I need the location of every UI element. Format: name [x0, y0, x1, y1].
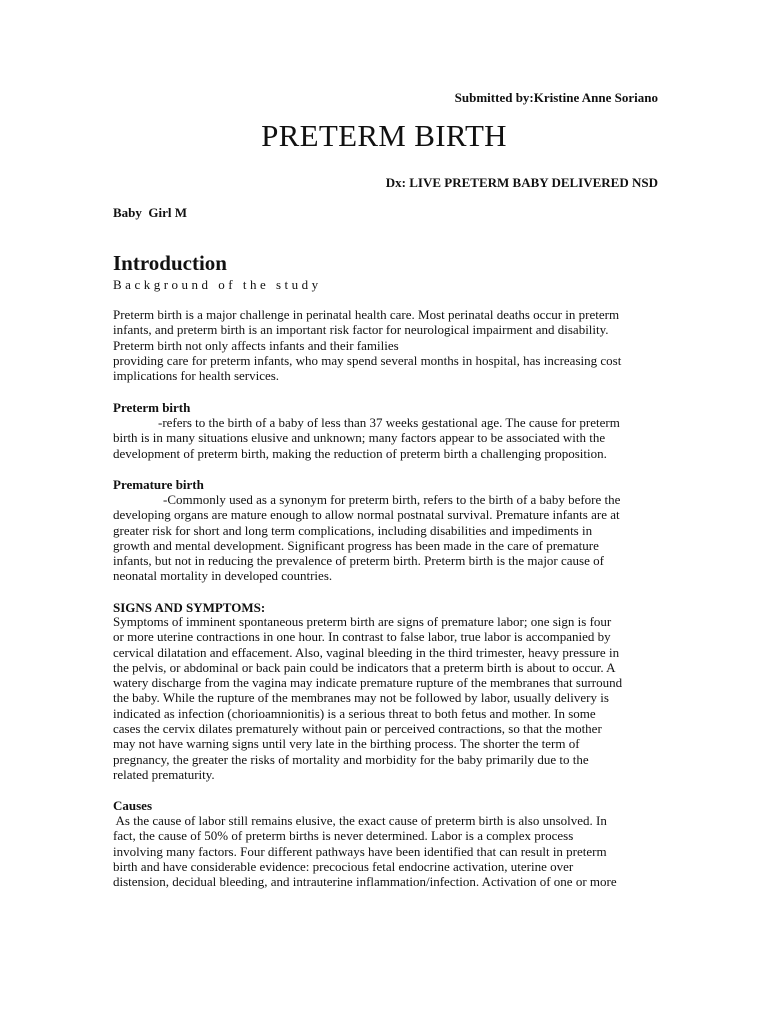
- paragraph-line: development of preterm birth, making the reduction of preterm birth a challenging proposition.: [113, 445, 607, 461]
- paragraph-line: fact, the cause of 50% of preterm births is never determined. Labor is a complex process: [113, 828, 574, 844]
- paragraph-line: Preterm birth is a major challenge in perinatal health care. Most perinatal deaths occur in preterm: [113, 307, 620, 322]
- signs-symptoms-heading: SIGNS AND SYMPTOMS:: [113, 600, 266, 615]
- paragraph-line: birth and have considerable evidence: precocious fetal endocrine activation, uterine over: [113, 858, 574, 874]
- paragraph-line: distension, decidual bleeding, and intrauterine inflammation/infection. Activation of one or more: [113, 874, 617, 890]
- premature-birth-paragraph: [113, 492, 653, 584]
- preterm-birth-paragraph: [113, 415, 653, 461]
- paragraph-line: growth and mental development. Significant progress has been made in the care of premature: [113, 537, 599, 553]
- paragraph-line: cervical dilatation and effacement. Also, vaginal bleeding in the third trimester, heavy pressure in: [113, 644, 620, 660]
- paragraph-line: greater risk for short and long term complications, including disabilities and impediments in: [113, 522, 593, 538]
- paragraph-line: Symptoms of imminent spontaneous preterm birth are signs of premature labor; one sign is four: [113, 614, 612, 629]
- paragraph-line: Preterm birth not only affects infants and their families: [113, 337, 399, 353]
- paragraph-line: the baby. While the rupture of the membranes may not be followed by labor, usually delivery is: [113, 690, 609, 706]
- paragraph-line: or more uterine contractions in one hour. In contrast to false labor, true labor is accompanied by: [113, 629, 611, 645]
- signs-symptoms-paragraph: [113, 614, 653, 782]
- paragraph-line: indicated as infection (chorioamnionitis) is a serious threat to both fetus and mother. In some: [113, 705, 596, 721]
- causes-heading: Causes: [113, 798, 153, 813]
- causes-paragraph: [113, 813, 653, 889]
- paragraph-line: developing organs are mature enough to allow normal postnatal survival. Premature infants are at: [113, 507, 620, 523]
- paragraph-line: birth is in many situations elusive and unknown; many factors appear to be associated with the: [113, 430, 606, 446]
- paragraph-line: involving many factors. Four different pathways have been identified that can result in preterm: [113, 843, 607, 859]
- submitted-by: Submitted by:Kristine Anne Soriano: [454, 90, 658, 105]
- introduction-paragraph: [113, 307, 653, 383]
- paragraph-line: infants, and preterm birth is an important risk factor for neurological impairment and disability.: [113, 322, 609, 338]
- paragraph-line: implications for health services.: [113, 368, 280, 384]
- paragraph-line: providing care for preterm infants, who may spend several months in hospital, has increasing cost: [113, 352, 622, 368]
- paragraph-line: the pelvis, or abdominal or back pain could be indicators that a preterm birth is about to occur. A: [113, 659, 616, 675]
- paragraph-line: related prematurity.: [113, 766, 215, 782]
- paragraph-line: may not have warning signs until very late in the birthing process. The shorter the term of: [113, 736, 580, 752]
- paragraph-line: As the cause of labor still remains elusive, the exact cause of preterm birth is also unsolved. In: [113, 813, 607, 828]
- page-title: PRETERM BIRTH: [261, 118, 507, 153]
- paragraph-line: watery discharge from the vagina may indicate premature rupture of the membranes that surround: [113, 675, 623, 691]
- paragraph-line: infants, but not in reducing the prevalence of preterm birth. Preterm birth is the major cause of: [113, 553, 604, 569]
- introduction-heading: Introduction: [113, 251, 227, 275]
- background-subheading: Background of the study: [113, 277, 322, 292]
- diagnosis: Dx: LIVE PRETERM BABY DELIVERED NSD: [385, 175, 658, 190]
- paragraph-line: cases the cervix dilates prematurely without pain or perceived contractions, so that the mother: [113, 721, 602, 737]
- paragraph-line: neonatal mortality in developed countries.: [113, 568, 333, 584]
- patient-name: Baby Girl M: [113, 205, 188, 220]
- paragraph-line: pregnancy, the greater the risks of mortality and morbidity for the baby primarily due to the: [113, 751, 589, 767]
- paragraph-line: -Commonly used as a synonym for preterm birth, refers to the birth of a baby before the: [163, 492, 621, 507]
- premature-birth-heading: Premature birth: [113, 477, 204, 492]
- paragraph-line: -refers to the birth of a baby of less than 37 weeks gestational age. The cause for preterm: [158, 415, 620, 430]
- preterm-birth-heading: Preterm birth: [113, 400, 191, 415]
